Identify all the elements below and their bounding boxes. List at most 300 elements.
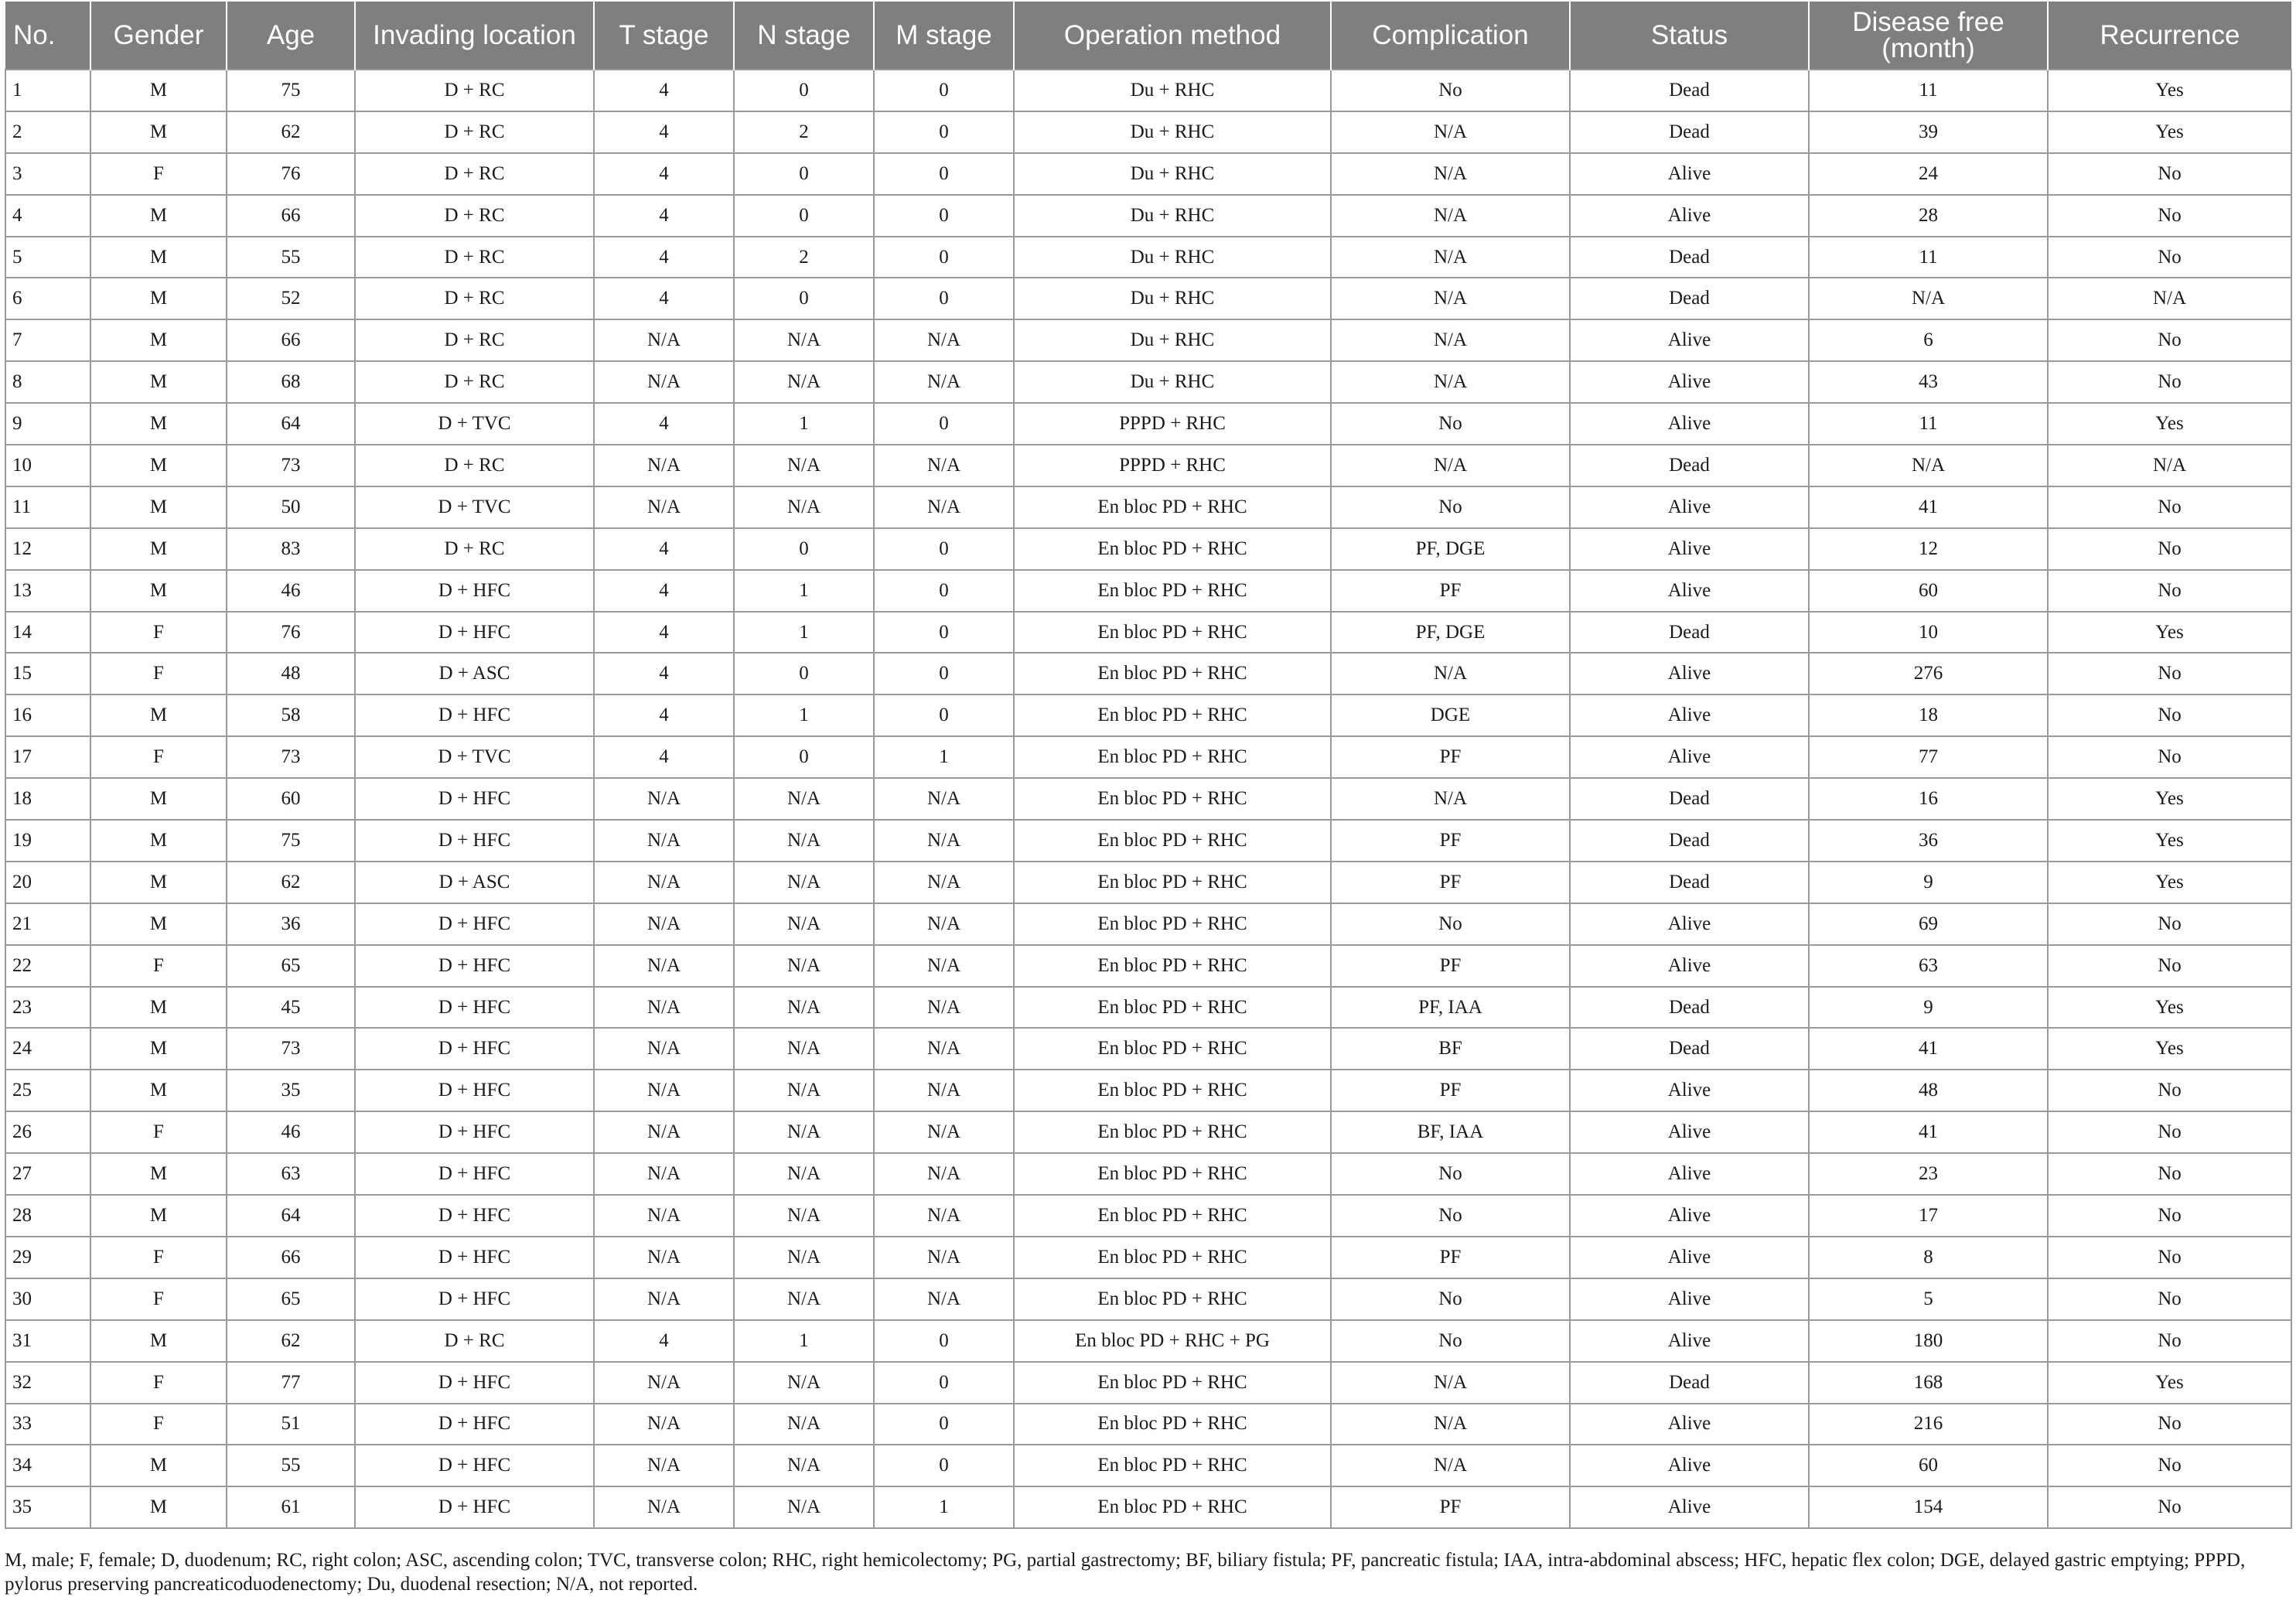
table-cell: No [2048, 945, 2291, 987]
table-cell: En bloc PD + RHC [1014, 1486, 1331, 1528]
table-cell: No [2048, 1445, 2291, 1486]
table-cell: 0 [874, 1404, 1014, 1445]
table-cell: PF [1331, 1237, 1570, 1278]
table-cell: 36 [227, 903, 355, 945]
table-cell: 0 [874, 278, 1014, 319]
table-cell: N/A [1331, 653, 1570, 694]
table-cell: Alive [1570, 1320, 1809, 1362]
table-cell: N/A [1809, 278, 2048, 319]
table-cell: No [1331, 903, 1570, 945]
table-body [5, 70, 2291, 1528]
table-cell: N/A [1331, 445, 1570, 486]
table-cell: No [2048, 570, 2291, 612]
table-cell: 13 [5, 570, 90, 612]
table-cell: N/A [874, 987, 1014, 1029]
table-cell: 8 [5, 361, 90, 403]
table-cell: N/A [594, 1111, 734, 1153]
table-cell: N/A [874, 1278, 1014, 1320]
table-cell: 4 [594, 153, 734, 195]
table-cell: Yes [2048, 111, 2291, 153]
table-cell: F [90, 736, 227, 778]
table-cell: D + HFC [355, 820, 594, 862]
table-cell: M [90, 403, 227, 445]
table-cell: M [90, 319, 227, 361]
table-row [5, 612, 2291, 653]
table-cell: PF [1331, 820, 1570, 862]
table-cell: 63 [1809, 945, 2048, 987]
table-cell: N/A [734, 862, 874, 903]
table-row [5, 1278, 2291, 1320]
table-cell: No [2048, 237, 2291, 278]
table-cell: 11 [1809, 237, 2048, 278]
table-row [5, 987, 2291, 1029]
table-cell: N/A [594, 862, 734, 903]
table-cell: 1 [734, 570, 874, 612]
table-cell: 41 [1809, 1028, 2048, 1070]
table-cell: 26 [5, 1111, 90, 1153]
table-cell: 0 [874, 694, 1014, 736]
table-row [5, 903, 2291, 945]
table-cell: No [2048, 1320, 2291, 1362]
table-cell: 51 [227, 1404, 355, 1445]
table-cell: N/A [874, 1070, 1014, 1111]
table-cell: 18 [1809, 694, 2048, 736]
table-cell: D + HFC [355, 1362, 594, 1404]
table-cell: No [1331, 403, 1570, 445]
table-cell: 4 [594, 111, 734, 153]
table-cell: N/A [594, 486, 734, 528]
table-cell: N/A [874, 1111, 1014, 1153]
table-cell: D + HFC [355, 694, 594, 736]
table-cell: D + RC [355, 528, 594, 570]
table-cell: 16 [5, 694, 90, 736]
table-cell: N/A [734, 1111, 874, 1153]
table-cell: 0 [874, 612, 1014, 653]
table-cell: N/A [1331, 361, 1570, 403]
table-cell: Yes [2048, 70, 2291, 111]
table-cell: 35 [227, 1070, 355, 1111]
table-cell: D + HFC [355, 1278, 594, 1320]
table-cell: N/A [734, 987, 874, 1029]
table-cell: M [90, 862, 227, 903]
table-cell: M [90, 237, 227, 278]
table-cell: DGE [1331, 694, 1570, 736]
table-cell: 11 [1809, 70, 2048, 111]
table-cell: No [2048, 1486, 2291, 1528]
patient-table [5, 2, 2292, 1529]
table-cell: D + HFC [355, 778, 594, 820]
table-cell: 180 [1809, 1320, 2048, 1362]
table-cell: En bloc PD + RHC [1014, 987, 1331, 1029]
table-cell: D + RC [355, 445, 594, 486]
table-cell: 4 [594, 653, 734, 694]
table-cell: 17 [5, 736, 90, 778]
table-cell: N/A [2048, 445, 2291, 486]
table-footnote: M, male; F, female; D, duodenum; RC, right colon; ASC, ascending colon; TVC, transverse colon; RHC, right hemicolectomy; PG, partial gastrectomy; BF, biliary fistula; PF, pancreatic fistula; IAA, intra-abdominal abscess; HFC, hepatic flex colon; DGE, delayed gastric emptying; PPPD, pylorus preserving pancreaticoduodenectomy; Du, duodenal resection; N/A, not reported. [5, 1550, 2246, 1595]
table-cell: D + RC [355, 319, 594, 361]
table-cell: En bloc PD + RHC [1014, 862, 1331, 903]
table-cell: D + TVC [355, 403, 594, 445]
table-cell: N/A [734, 1237, 874, 1278]
table-cell: N/A [734, 1404, 874, 1445]
table-cell: Alive [1570, 1445, 1809, 1486]
column-header: Complication [1331, 2, 1570, 70]
table-cell: No [2048, 694, 2291, 736]
table-cell: M [90, 987, 227, 1029]
table-cell: Du + RHC [1014, 319, 1331, 361]
table-cell: M [90, 486, 227, 528]
table-cell: F [90, 1362, 227, 1404]
table-cell: Alive [1570, 570, 1809, 612]
table-cell: 77 [1809, 736, 2048, 778]
table-cell: D + TVC [355, 736, 594, 778]
table-cell: M [90, 70, 227, 111]
table-row [5, 653, 2291, 694]
table-cell: 0 [874, 1445, 1014, 1486]
table-cell: 61 [227, 1486, 355, 1528]
table-cell: 77 [227, 1362, 355, 1404]
table-cell: 60 [1809, 570, 2048, 612]
table-cell: 60 [1809, 1445, 2048, 1486]
table-cell: Dead [1570, 445, 1809, 486]
column-header: Status [1570, 2, 1809, 70]
table-cell: D + HFC [355, 1070, 594, 1111]
table-cell: N/A [734, 1362, 874, 1404]
table-cell: 7 [5, 319, 90, 361]
table-cell: BF [1331, 1028, 1570, 1070]
table-cell: N/A [734, 820, 874, 862]
table-cell: PF, DGE [1331, 528, 1570, 570]
table-cell: N/A [734, 486, 874, 528]
table-cell: 4 [594, 694, 734, 736]
table-cell: 62 [227, 1320, 355, 1362]
table-cell: 4 [5, 195, 90, 237]
table-cell: No [1331, 1320, 1570, 1362]
table-cell: 62 [227, 111, 355, 153]
table-cell: N/A [1331, 237, 1570, 278]
table-cell: M [90, 1320, 227, 1362]
table-cell: 1 [5, 70, 90, 111]
table-cell: N/A [594, 1153, 734, 1195]
table-cell: M [90, 278, 227, 319]
table-row [5, 70, 2291, 111]
table-cell: 0 [874, 403, 1014, 445]
table-cell: PF [1331, 1486, 1570, 1528]
table-cell: 23 [5, 987, 90, 1029]
table-cell: 75 [227, 820, 355, 862]
table-cell: N/A [874, 945, 1014, 987]
table-cell: 0 [734, 153, 874, 195]
table-cell: D + TVC [355, 486, 594, 528]
column-header: Invading location [355, 2, 594, 70]
table-cell: N/A [734, 1153, 874, 1195]
table-cell: M [90, 694, 227, 736]
table-cell: N/A [1331, 1404, 1570, 1445]
table-cell: No [2048, 153, 2291, 195]
table-cell: M [90, 820, 227, 862]
table-cell: N/A [734, 945, 874, 987]
table-cell: F [90, 945, 227, 987]
table-cell: En bloc PD + RHC [1014, 820, 1331, 862]
table-cell: En bloc PD + RHC [1014, 1195, 1331, 1237]
table-cell: N/A [874, 820, 1014, 862]
table-cell: 2 [734, 111, 874, 153]
table-cell: 4 [594, 1320, 734, 1362]
table-cell: 66 [227, 195, 355, 237]
table-row [5, 195, 2291, 237]
table-cell: 73 [227, 1028, 355, 1070]
table-cell: 15 [5, 653, 90, 694]
table-cell: Alive [1570, 945, 1809, 987]
table-cell: M [90, 528, 227, 570]
table-cell: Yes [2048, 1028, 2291, 1070]
table-cell: N/A [1331, 778, 1570, 820]
table-cell: D + HFC [355, 945, 594, 987]
table-cell: No [1331, 1195, 1570, 1237]
table-cell: No [1331, 70, 1570, 111]
table-cell: F [90, 1278, 227, 1320]
table-cell: 0 [734, 195, 874, 237]
table-cell: Yes [2048, 612, 2291, 653]
table-cell: M [90, 1445, 227, 1486]
table-cell: PF [1331, 862, 1570, 903]
table-cell: F [90, 612, 227, 653]
table-cell: N/A [734, 778, 874, 820]
column-header: M stage [874, 2, 1014, 70]
table-cell: Du + RHC [1014, 195, 1331, 237]
table-cell: Dead [1570, 70, 1809, 111]
table-cell: Dead [1570, 111, 1809, 153]
table-cell: N/A [594, 1278, 734, 1320]
table-cell: D + RC [355, 361, 594, 403]
table-cell: 35 [5, 1486, 90, 1528]
table-cell: M [90, 778, 227, 820]
table-cell: 76 [227, 153, 355, 195]
table-cell: N/A [594, 445, 734, 486]
table-cell: N/A [734, 1028, 874, 1070]
table-cell: Alive [1570, 1278, 1809, 1320]
table-cell: D + HFC [355, 612, 594, 653]
table-cell: N/A [734, 1445, 874, 1486]
table-cell: N/A [734, 1070, 874, 1111]
table-cell: D + RC [355, 153, 594, 195]
table-cell: N/A [1331, 278, 1570, 319]
table-cell: 4 [594, 195, 734, 237]
table-cell: 36 [1809, 820, 2048, 862]
table-cell: 60 [227, 778, 355, 820]
table-cell: 0 [874, 153, 1014, 195]
table-cell: D + RC [355, 278, 594, 319]
column-header: Recurrence [2048, 2, 2291, 70]
table-cell: N/A [874, 1237, 1014, 1278]
table-cell: F [90, 1237, 227, 1278]
table-cell: 0 [874, 528, 1014, 570]
table-cell: Dead [1570, 612, 1809, 653]
table-cell: D + HFC [355, 1153, 594, 1195]
table-cell: 19 [5, 820, 90, 862]
table-cell: 1 [734, 612, 874, 653]
table-cell: 4 [594, 736, 734, 778]
table-cell: 0 [874, 570, 1014, 612]
table-cell: 20 [5, 862, 90, 903]
table-cell: Du + RHC [1014, 153, 1331, 195]
table-cell: 50 [227, 486, 355, 528]
table-cell: 154 [1809, 1486, 2048, 1528]
table-cell: 0 [734, 653, 874, 694]
table-row [5, 1237, 2291, 1278]
table-row [5, 319, 2291, 361]
table-cell: 0 [874, 195, 1014, 237]
table-cell: M [90, 570, 227, 612]
table-row [5, 403, 2291, 445]
table-cell: 48 [227, 653, 355, 694]
table-cell: 83 [227, 528, 355, 570]
table-row [5, 111, 2291, 153]
table-cell: N/A [1331, 153, 1570, 195]
table-cell: 18 [5, 778, 90, 820]
table-cell: N/A [1331, 111, 1570, 153]
table-cell: No [2048, 1278, 2291, 1320]
table-cell: 68 [227, 361, 355, 403]
table-cell: En bloc PD + RHC [1014, 612, 1331, 653]
table-cell: N/A [874, 319, 1014, 361]
table-cell: D + HFC [355, 1404, 594, 1445]
table-row [5, 1404, 2291, 1445]
table-cell: D + HFC [355, 1028, 594, 1070]
table-cell: Alive [1570, 403, 1809, 445]
table-cell: 11 [1809, 403, 2048, 445]
table-cell: 46 [227, 570, 355, 612]
table-row [5, 1070, 2291, 1111]
table-cell: En bloc PD + RHC [1014, 653, 1331, 694]
table-cell: N/A [874, 903, 1014, 945]
table-cell: 1 [874, 736, 1014, 778]
table-cell: Dead [1570, 278, 1809, 319]
table-cell: No [1331, 1153, 1570, 1195]
table-cell: 11 [5, 486, 90, 528]
table-cell: No [2048, 195, 2291, 237]
table-cell: En bloc PD + RHC [1014, 1362, 1331, 1404]
table-cell: N/A [594, 987, 734, 1029]
table-row [5, 945, 2291, 987]
table-cell: No [2048, 1153, 2291, 1195]
table-row [5, 528, 2291, 570]
table-cell: Alive [1570, 528, 1809, 570]
table-cell: 12 [1809, 528, 2048, 570]
table-cell: 1 [734, 403, 874, 445]
table-cell: En bloc PD + RHC [1014, 486, 1331, 528]
table-row [5, 1153, 2291, 1195]
table-cell: PF, IAA [1331, 987, 1570, 1029]
table-cell: 69 [1809, 903, 2048, 945]
table-cell: 6 [5, 278, 90, 319]
table-cell: 9 [5, 403, 90, 445]
table-row [5, 570, 2291, 612]
table-cell: Alive [1570, 1404, 1809, 1445]
table-cell: Du + RHC [1014, 237, 1331, 278]
table-cell: 28 [5, 1195, 90, 1237]
table-cell: 66 [227, 1237, 355, 1278]
table-cell: 58 [227, 694, 355, 736]
table-cell: Yes [2048, 820, 2291, 862]
table-cell: N/A [594, 778, 734, 820]
table-cell: 39 [1809, 111, 2048, 153]
table-cell: 46 [227, 1111, 355, 1153]
table-cell: 65 [227, 1278, 355, 1320]
table-cell: 30 [5, 1278, 90, 1320]
table-cell: 4 [594, 237, 734, 278]
table-row [5, 1486, 2291, 1528]
table-cell: M [90, 361, 227, 403]
table-cell: 3 [5, 153, 90, 195]
table-cell: En bloc PD + RHC [1014, 1278, 1331, 1320]
table-cell: Alive [1570, 1237, 1809, 1278]
table-cell: Du + RHC [1014, 278, 1331, 319]
table-cell: 55 [227, 237, 355, 278]
table-cell: 41 [1809, 1111, 2048, 1153]
table-cell: F [90, 153, 227, 195]
table-cell: D + HFC [355, 903, 594, 945]
table-cell: M [90, 903, 227, 945]
table-cell: Dead [1570, 862, 1809, 903]
table-cell: Alive [1570, 653, 1809, 694]
table-cell: No [2048, 1111, 2291, 1153]
table-cell: N/A [594, 1404, 734, 1445]
table-cell: N/A [734, 1278, 874, 1320]
table-cell: 0 [734, 528, 874, 570]
table-cell: 1 [734, 1320, 874, 1362]
table-cell: 73 [227, 445, 355, 486]
table-cell: En bloc PD + RHC + PG [1014, 1320, 1331, 1362]
table-cell: 62 [227, 862, 355, 903]
table-cell: En bloc PD + RHC [1014, 1445, 1331, 1486]
table-cell: Alive [1570, 1195, 1809, 1237]
table-cell: D + HFC [355, 1445, 594, 1486]
table-cell: N/A [1331, 1362, 1570, 1404]
table-cell: No [2048, 361, 2291, 403]
table-cell: 33 [5, 1404, 90, 1445]
table-cell: N/A [734, 445, 874, 486]
table-cell: 48 [1809, 1070, 2048, 1111]
table-cell: No [2048, 528, 2291, 570]
table-cell: En bloc PD + RHC [1014, 1028, 1331, 1070]
table-cell: No [2048, 1404, 2291, 1445]
table-cell: 52 [227, 278, 355, 319]
table-cell: D + HFC [355, 570, 594, 612]
table-cell: 9 [1809, 987, 2048, 1029]
table-row [5, 153, 2291, 195]
table-cell: N/A [594, 361, 734, 403]
table-cell: No [2048, 1070, 2291, 1111]
table-cell: 64 [227, 1195, 355, 1237]
table-cell: 65 [227, 945, 355, 987]
table-cell: En bloc PD + RHC [1014, 694, 1331, 736]
table-cell: N/A [734, 1195, 874, 1237]
table-cell: 1 [874, 1486, 1014, 1528]
table-cell: 0 [874, 70, 1014, 111]
table-row [5, 445, 2291, 486]
table-cell: 55 [227, 1445, 355, 1486]
table-cell: N/A [594, 1195, 734, 1237]
table-row [5, 778, 2291, 820]
table-cell: Du + RHC [1014, 111, 1331, 153]
table-cell: 216 [1809, 1404, 2048, 1445]
table-row [5, 1195, 2291, 1237]
table-cell: F [90, 653, 227, 694]
column-header: Age [227, 2, 355, 70]
table-cell: 8 [1809, 1237, 2048, 1278]
table-cell: D + ASC [355, 862, 594, 903]
